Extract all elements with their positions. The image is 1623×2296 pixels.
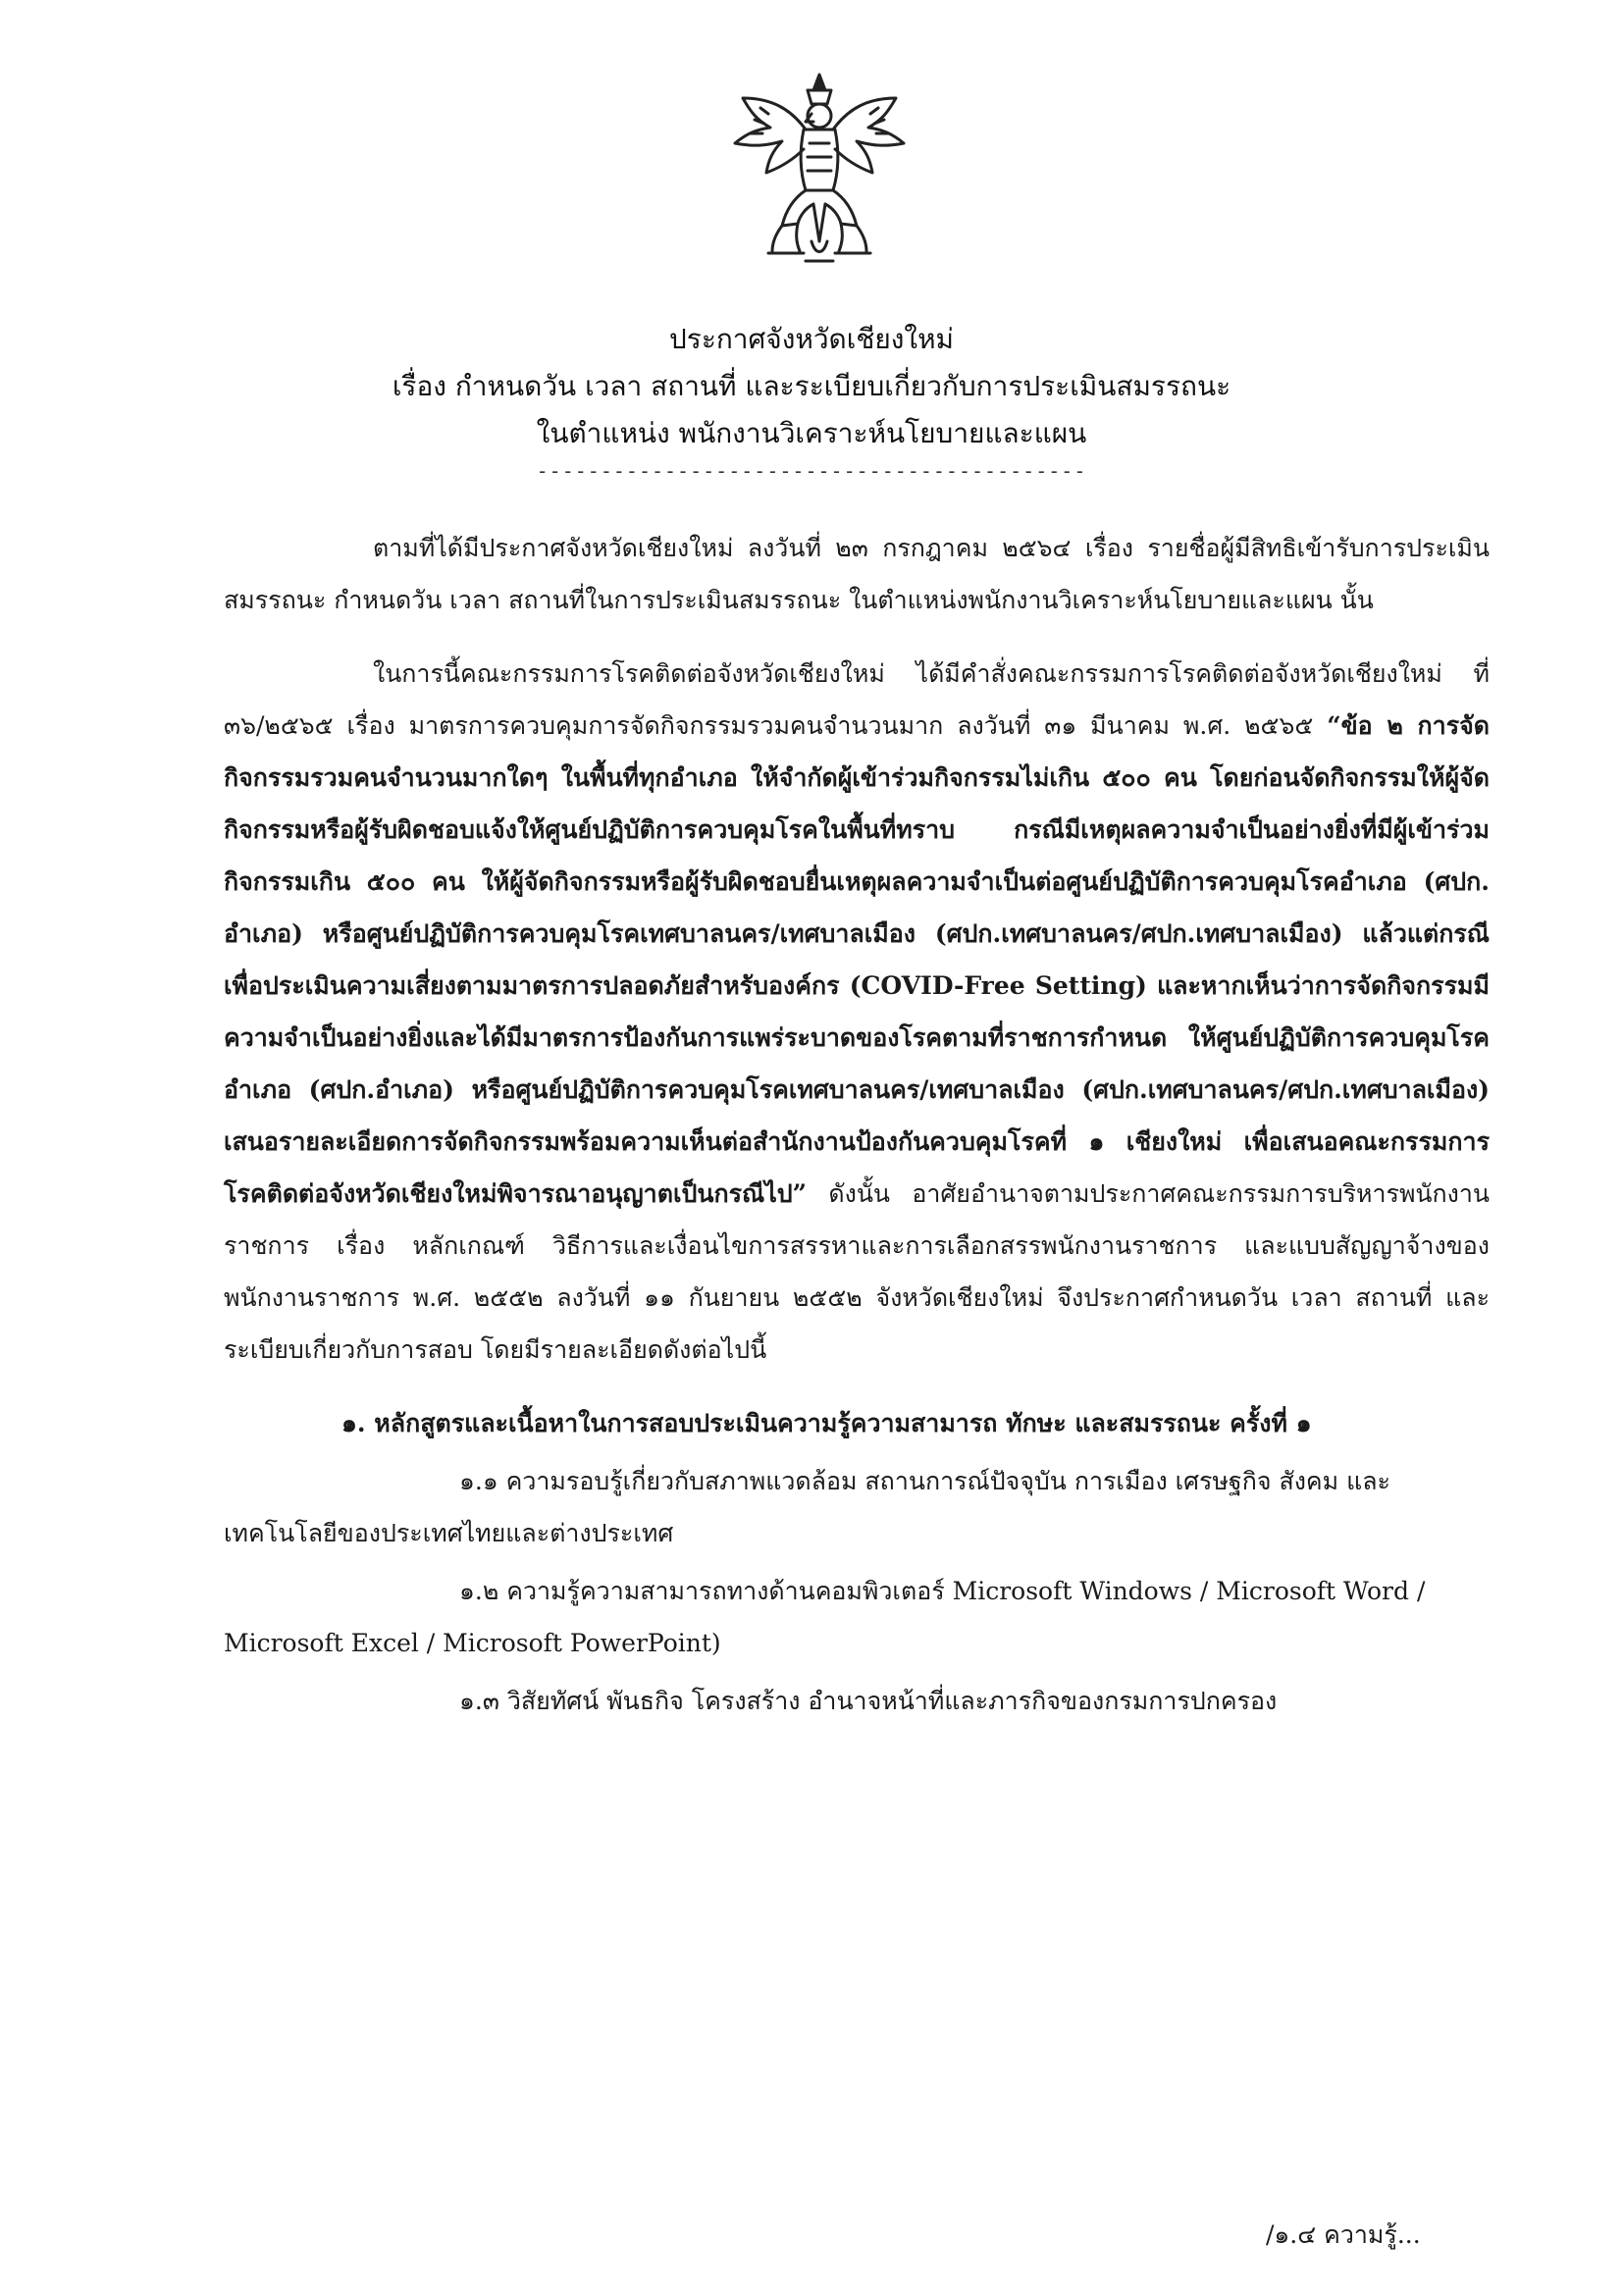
paragraph-background-text: ตามที่ได้มีประกาศจังหวัดเชียงใหม่ ลงวันที่ ๒๓ กรกฎาคม ๒๕๖๔ เรื่อง รายชื่อผู้มีสิทธิเข้ารับการประเมินสมรรถนะ กำหนดวัน เวลา สถานที่ในการประเมินสมรรถนะ ในตำแหน่งพนักงานวิเคราะห์นโยบายและแผน นั้น (224, 534, 1490, 614)
section-1-item-3-text: ๑.๓ วิสัยทัศน์ พันธกิจ โครงสร้าง อำนาจหน้าที่และภารกิจของกรมการปกครอง (459, 1687, 1278, 1715)
announcement-header (0, 316, 1623, 485)
paragraph-covid-measures (224, 648, 1490, 1376)
section-1-item-2 (224, 1565, 1490, 1669)
section-1-item-1 (224, 1455, 1490, 1559)
section-1-title (224, 1397, 1490, 1449)
announcement-position: ในตำแหน่ง พนักงานวิเคราะห์นโยบายและแผน (536, 417, 1087, 449)
paragraph-covid-authority: ดังนั้น อาศัยอำนาจตามประกาศคณะกรรมการบริหารพนักงานราชการ เรื่อง หลักเกณฑ์ วิธีการและเงื่อนไขการสรรหาและการเลือกสรรพนักงานราชการ และแบบสัญญาจ้างของพนักงานราชการ พ.ศ. ๒๕๕๒ ลงวันที่ ๑๑ กันยายน ๒๕๕๒ จังหวัดเชียงใหม่ จึงประกาศกำหนดวัน เวลา สถานที่ และระเบียบเกี่ยวกับการสอบ โดยมีรายละเอียดดังต่อไปนี้ (224, 1179, 1490, 1364)
paragraph-covid-intro: ในการนี้คณะกรรมการโรคติดต่อจังหวัดเชียงใหม่ ได้มีคำสั่งคณะกรรมการโรคติดต่อจังหวัดเชียงใหม่ ที่ ๓๖/๒๕๖๕ เรื่อง มาตรการควบคุมการจัดกิจกรรมรวมคนจำนวนมาก ลงวันที่ ๓๑ มีนาคม พ.ศ. ๒๕๖๕ (224, 659, 1490, 740)
header-separator: ------------------------------------------- (536, 459, 1087, 483)
section-1-item-3 (224, 1675, 1490, 1727)
garuda-emblem-icon (721, 69, 917, 275)
document-body (224, 522, 1490, 1727)
next-page-continuation: /๑.๔ ความรู้... (1266, 2220, 1421, 2249)
section-1-item-2-text: ๑.๒ ความรู้ความสามารถทางด้านคอมพิวเตอร์ Microsoft Windows / Microsoft Word / Microsoft Excel / Microsoft PowerPoint) (224, 1577, 1426, 1657)
section-1-item-1-text: ๑.๑ ความรอบรู้เกี่ยวกับสภาพแวดล้อม สถานการณ์ปัจจุบัน การเมือง เศรษฐกิจ สังคม และเทคโนโลยีของประเทศไทยและต่างประเทศ (224, 1467, 1390, 1547)
paragraph-background (224, 522, 1490, 626)
announcement-subject: เรื่อง กำหนดวัน เวลา สถานที่ และระเบียบเกี่ยวกับการประเมินสมรรถนะ (392, 370, 1231, 402)
paragraph-covid-quote: “ข้อ ๒ การจัดกิจกรรมรวมคนจำนวนมากใดๆ ในพื้นที่ทุกอำเภอ ให้จำกัดผู้เข้าร่วมกิจกรรมไม่เกิน ๕๐๐ คน โดยก่อนจัดกิจกรรมให้ผู้จัดกิจกรรมหรือผู้รับผิดชอบแจ้งให้ศูนย์ปฏิบัติการควบคุมโรคในพื้นที่ทราบ กรณีมีเหตุผลความจำเป็นอย่างยิ่งที่มีผู้เข้าร่วมกิจกรรมเกิน ๕๐๐ คน ให้ผู้จัดกิจกรรมหรือผู้รับผิดชอบยื่นเหตุผลความจำเป็นต่อศูนย์ปฏิบัติการควบคุมโรคอำเภอ (ศปก. อำเภอ) หรือศูนย์ปฏิบัติการควบคุมโรคเทศบาลนคร/เทศบาลเมือง (ศปก.เทศบาลนคร/ศปก.เทศบาลเมือง) แล้วแต่กรณี เพื่อประเมินความเสี่ยงตามมาตรการปลอดภัยสำหรับองค์กร (COVID-Free Setting) และหากเห็นว่าการจัดกิจกรรมมีความจำเป็นอย่างยิ่งและได้มีมาตรการป้องกันการแพร่ระบาดของโรคตามที่ราชการกำหนด ให้ศูนย์ปฏิบัติการควบคุมโรคอำเภอ (ศปก.อำเภอ) หรือศูนย์ปฏิบัติการควบคุมโรคเทศบาลนคร/เทศบาลเมือง (ศปก.เทศบาลนคร/ศปก.เทศบาลเมือง) เสนอรายละเอียดการจัดกิจกรรมพร้อมความเห็นต่อสำนักงานป้องกันควบคุมโรคที่ ๑ เชียงใหม่ เพื่อเสนอคณะกรรมการโรคติดต่อจังหวัดเชียงใหม่พิจารณาอนุญาตเป็นกรณีไป” (224, 711, 1491, 1208)
section-1-title-text: ๑. หลักสูตรและเนื้อหาในการสอบประเมินความรู้ความสามารถ ทักษะ และสมรรถนะ ครั้งที่ ๑ (341, 1409, 1312, 1437)
announcement-title: ประกาศจังหวัดเชียงใหม่ (669, 323, 954, 355)
